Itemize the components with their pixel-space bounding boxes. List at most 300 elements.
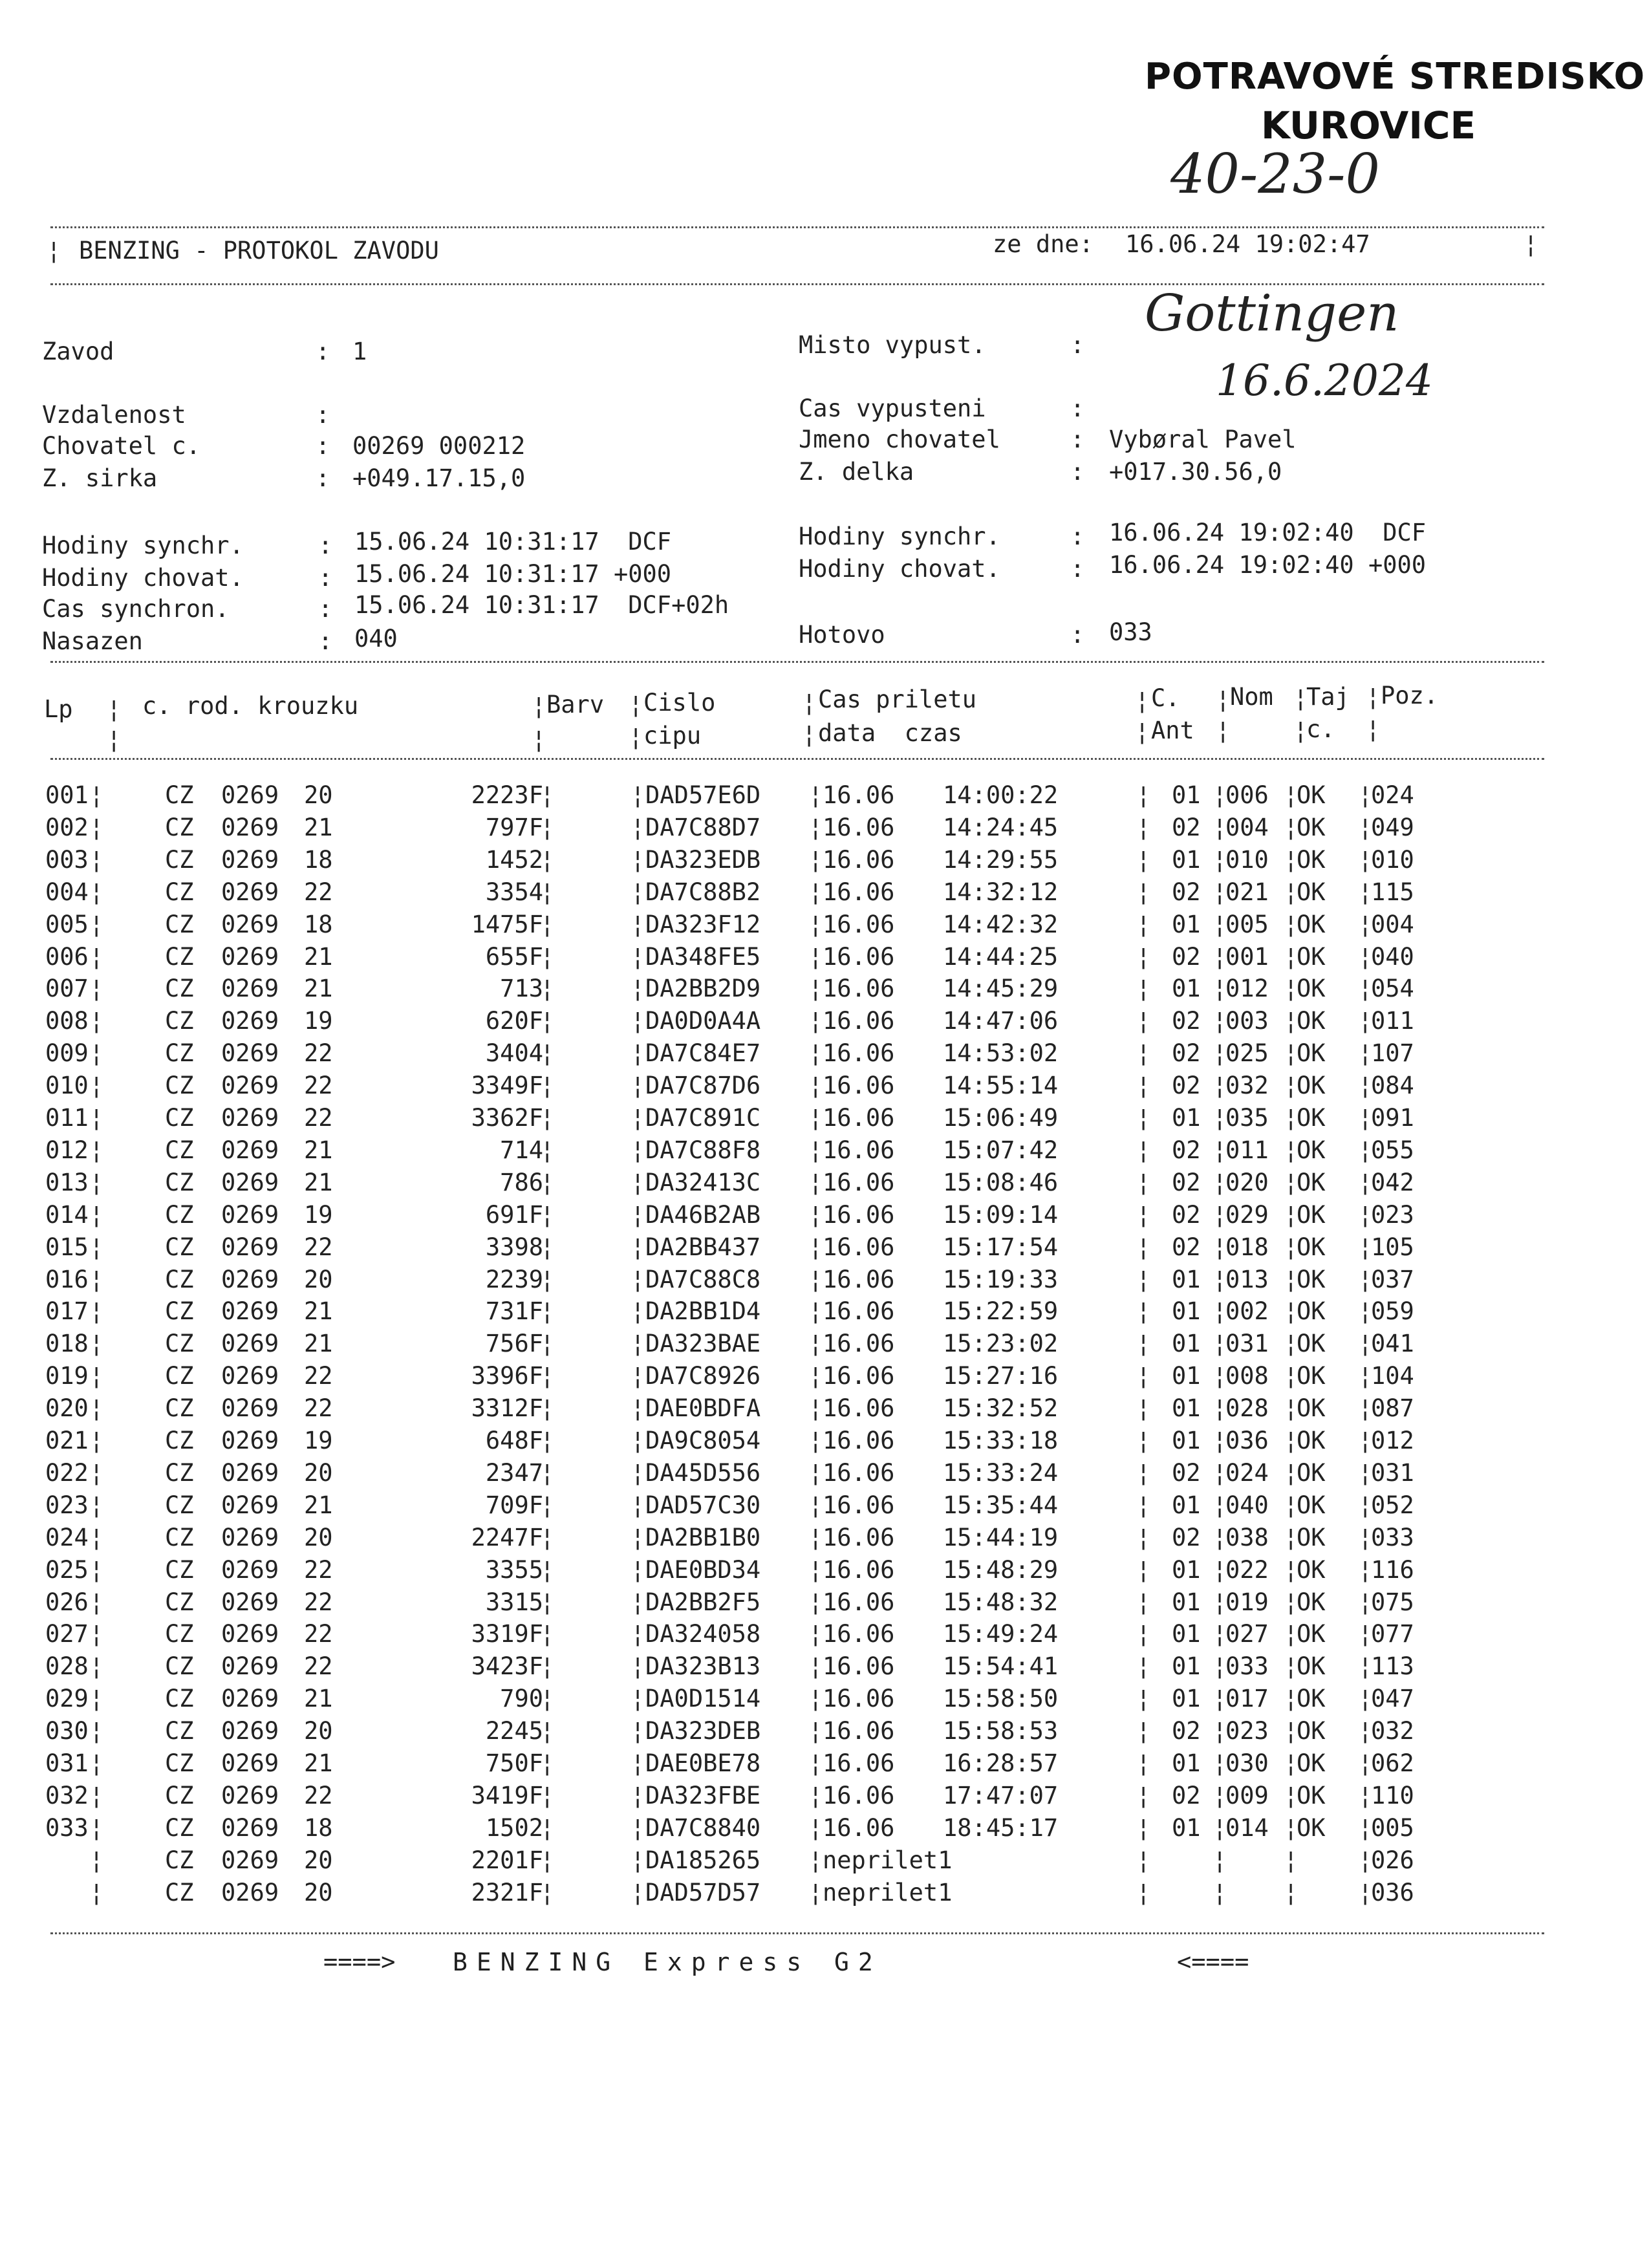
col-sep: ¦ [808, 878, 823, 906]
cell-taj: OK [1297, 1523, 1326, 1551]
table-row [0, 814, 1649, 846]
colon: : [316, 432, 330, 460]
col-lp: Lp [44, 695, 73, 723]
col-sep: ¦ [1136, 1265, 1151, 1293]
cell-country: CZ [165, 1620, 194, 1648]
cell-org: 0269 [221, 1427, 279, 1454]
hod-sync1-value: 15.06.24 10:31:17 DCF [354, 528, 672, 556]
cell-lp: 033 [45, 1813, 89, 1842]
cell-country: CZ [165, 1104, 194, 1132]
col-cas-2: data czas [818, 719, 962, 747]
col-sep: ¦ [1358, 1878, 1373, 1906]
col-sep: ¦ [1284, 1233, 1299, 1261]
cell-date: 16.06 [823, 1136, 895, 1164]
col-sep: ¦ [1284, 1652, 1299, 1681]
col-sep: ¦ [540, 1813, 555, 1842]
handwritten-date: 16.6.2024 [1216, 356, 1433, 405]
col-sep: ¦ [630, 910, 645, 938]
col-sep: ¦ [540, 1362, 555, 1390]
cell-lp: 019 [45, 1362, 89, 1390]
table-row [0, 911, 1649, 943]
cell-lp: 020 [45, 1394, 89, 1423]
col-sep: ¦ [1136, 1297, 1151, 1326]
cell-ant: 01 [1172, 1491, 1201, 1519]
cell-country: CZ [165, 975, 194, 1003]
cell-country: CZ [165, 1007, 194, 1035]
cell-ring: 2223F [471, 781, 543, 809]
cell-org: 0269 [221, 1330, 279, 1358]
cell-date: 16.06 [823, 1200, 895, 1229]
table-row [0, 975, 1649, 1007]
colon: : [1070, 523, 1085, 550]
table-row [0, 1330, 1649, 1362]
cell-country: CZ [165, 1427, 194, 1454]
col-sep: ¦ [1358, 1362, 1373, 1390]
col-sep: ¦ [808, 1039, 823, 1068]
col-sep: ¦ [540, 1330, 555, 1358]
cell-ring: 1475F [471, 910, 543, 938]
col-sep: ¦ [1212, 1458, 1227, 1487]
cell-ant: 02 [1172, 1168, 1201, 1196]
col-sep: ¦ [540, 1297, 555, 1326]
cell-date: 16.06 [823, 1555, 895, 1584]
col-sep: ¦ [630, 1652, 645, 1681]
cell-lp: 018 [45, 1330, 89, 1358]
cell-time: 15:58:50 [943, 1685, 1059, 1713]
col-sep: ¦ [1212, 1717, 1227, 1745]
cell-ring: 2247F [471, 1523, 543, 1551]
col-sep: ¦ [808, 781, 823, 809]
col-sep: ¦ [1284, 1685, 1299, 1713]
col-sep: ¦ [1136, 1362, 1151, 1390]
cell-lp: 015 [45, 1233, 89, 1261]
cell-lp: 007 [45, 975, 89, 1003]
col-sep: ¦ [808, 845, 823, 874]
colon: : [1070, 621, 1085, 649]
col-sep: ¦ [89, 1878, 104, 1906]
col-sep: ¦ [630, 1523, 645, 1551]
cell-ring: 3396F [471, 1362, 543, 1390]
cell-taj: OK [1297, 1781, 1326, 1809]
table-row [0, 1685, 1649, 1717]
cell-year: 20 [304, 1265, 333, 1293]
col-sep: ¦ [1212, 975, 1227, 1003]
cell-nom: 018 [1225, 1233, 1269, 1261]
cell-nom: 040 [1225, 1491, 1269, 1519]
cell-ant: 01 [1172, 1620, 1201, 1648]
col-sep: ¦ [1136, 1233, 1151, 1261]
col-sep: ¦ [1212, 813, 1227, 841]
cell-year: 19 [304, 1200, 333, 1229]
cell-ant: 01 [1172, 1394, 1201, 1423]
cell-country: CZ [165, 1200, 194, 1229]
col-sep: ¦ [630, 1491, 645, 1519]
cell-ring: 3354 [485, 878, 543, 906]
table-row [0, 1588, 1649, 1621]
cell-ring: 2347 [485, 1458, 543, 1487]
cell-poz: 055 [1371, 1136, 1414, 1164]
col-sep: ¦ [1358, 845, 1373, 874]
cell-org: 0269 [221, 1394, 279, 1423]
col-sep: ¦ [89, 878, 104, 906]
cell-lp: 010 [45, 1072, 89, 1100]
cell-ring: 713 [500, 975, 543, 1003]
cell-chip: DA0D0A4A [645, 1007, 761, 1035]
cell-org: 0269 [221, 1846, 279, 1874]
cell-ring: 3398 [485, 1233, 543, 1261]
col-sep: ¦ [1284, 878, 1299, 906]
cell-date: 16.06 [823, 1168, 895, 1196]
cell-chip: DA46B2AB [645, 1200, 761, 1229]
col-sep: ¦ [89, 1136, 104, 1164]
col-sep: ¦ [630, 1200, 645, 1229]
col-sep: ¦ [1284, 1555, 1299, 1584]
col-sep: ¦ [1136, 1846, 1151, 1874]
cell-org: 0269 [221, 1813, 279, 1842]
cell-nom: 035 [1225, 1104, 1269, 1132]
cell-country: CZ [165, 1813, 194, 1842]
col-sep: ¦ [1212, 878, 1227, 906]
hotovo-label: Hotovo [799, 621, 885, 649]
cell-country: CZ [165, 1685, 194, 1713]
table-row [0, 1749, 1649, 1782]
cell-country: CZ [165, 1072, 194, 1100]
cell-year: 21 [304, 1136, 333, 1164]
colon: : [1070, 426, 1085, 453]
cell-ring: 3315 [485, 1588, 543, 1616]
cell-lp: 032 [45, 1781, 89, 1809]
cell-poz: 077 [1371, 1620, 1414, 1648]
col-cislo-2: cipu [643, 722, 702, 750]
cell-org: 0269 [221, 1781, 279, 1809]
col-c-2: Ant [1151, 717, 1194, 744]
nasazen-value: 040 [354, 625, 398, 653]
col-sep: ¦ [1284, 1846, 1299, 1874]
cell-time: 15:19:33 [943, 1265, 1059, 1293]
col-sep: ¦ [1358, 1523, 1373, 1551]
col-sep: ¦ [1366, 715, 1381, 743]
cell-date: 16.06 [823, 1588, 895, 1616]
cell-lp: 017 [45, 1297, 89, 1326]
col-sep: ¦ [1212, 1555, 1227, 1584]
col-sep: ¦ [1284, 1491, 1299, 1519]
delka-label: Z. delka [799, 458, 914, 486]
col-sep: ¦ [540, 1749, 555, 1777]
cell-country: CZ [165, 1297, 194, 1326]
col-sep: ¦ [1212, 845, 1227, 874]
col-sep: ¦ [630, 1330, 645, 1358]
cell-chip: DA7C88C8 [645, 1265, 761, 1293]
col-sep: ¦ [89, 1555, 104, 1584]
cell-chip: DA2BB1B0 [645, 1523, 761, 1551]
cell-year: 20 [304, 1846, 333, 1874]
col-sep: ¦ [89, 1362, 104, 1390]
cell-poz: 107 [1371, 1039, 1414, 1068]
col-sep: ¦ [540, 1427, 555, 1454]
col-sep: ¦ [808, 1781, 823, 1809]
cell-country: CZ [165, 1233, 194, 1261]
col-sep: ¦ [540, 1652, 555, 1681]
cell-ring: 3423F [471, 1652, 543, 1681]
cell-chip: DAD57C30 [645, 1491, 761, 1519]
cell-chip: DA9C8054 [645, 1427, 761, 1454]
table-row [0, 1007, 1649, 1039]
colon: : [316, 464, 330, 492]
cell-poz: 031 [1371, 1458, 1414, 1487]
col-sep: ¦ [1284, 1813, 1299, 1842]
cell-poz: 004 [1371, 910, 1414, 938]
col-sep: ¦ [1212, 1104, 1227, 1132]
cell-taj: OK [1297, 1039, 1326, 1068]
col-sep: ¦ [1212, 1394, 1227, 1423]
cell-chip: DA7C88F8 [645, 1136, 761, 1164]
cell-ant: 02 [1172, 1200, 1201, 1229]
cell-country: CZ [165, 1394, 194, 1423]
header-date-value: 16.06.24 19:02:47 [1125, 230, 1370, 258]
table-row [0, 1362, 1649, 1394]
header-pipe-left: ¦ [47, 237, 61, 265]
col-sep: ¦ [808, 1168, 823, 1196]
cell-taj: OK [1297, 1717, 1326, 1745]
col-sep: ¦ [1358, 781, 1373, 809]
cell-poz: 036 [1371, 1878, 1414, 1906]
cell-ant: 01 [1172, 781, 1201, 809]
col-sep: ¦ [1284, 1168, 1299, 1196]
cell-ring: 1502 [485, 1813, 543, 1842]
col-sep: ¦ [1136, 1813, 1151, 1842]
cell-taj: OK [1297, 1362, 1326, 1390]
cell-year: 22 [304, 1362, 333, 1390]
cell-taj: OK [1297, 1233, 1326, 1261]
table-row [0, 1879, 1649, 1911]
zavod-value: 1 [352, 338, 367, 365]
col-sep: ¦ [630, 1362, 645, 1390]
cell-lp: 002 [45, 813, 89, 841]
col-sep: ¦ [107, 726, 122, 753]
cell-chip: DA7C87D6 [645, 1072, 761, 1100]
col-sep: ¦ [1212, 1233, 1227, 1261]
table-row [0, 878, 1649, 911]
cell-lp: 024 [45, 1523, 89, 1551]
cell-taj: OK [1297, 1297, 1326, 1326]
col-sep: ¦ [1358, 1297, 1373, 1326]
cell-ring: 2239 [485, 1265, 543, 1293]
col-sep: ¦ [1358, 1620, 1373, 1648]
cell-year: 21 [304, 813, 333, 841]
cell-chip: DA7C8926 [645, 1362, 761, 1390]
cell-year: 20 [304, 781, 333, 809]
col-sep: ¦ [1212, 1749, 1227, 1777]
cell-chip: DA7C8840 [645, 1813, 761, 1842]
cell-date: 16.06 [823, 1394, 895, 1423]
cell-year: 22 [304, 1620, 333, 1648]
col-sep: ¦ [540, 1878, 555, 1906]
col-sep: ¦ [107, 695, 122, 723]
col-sep: ¦ [808, 1555, 823, 1584]
cell-time: 17:47:07 [943, 1781, 1059, 1809]
col-barva: Barv [546, 691, 605, 718]
cell-org: 0269 [221, 1652, 279, 1681]
cell-poz: 116 [1371, 1555, 1414, 1584]
cell-taj: OK [1297, 1394, 1326, 1423]
col-sep: ¦ [540, 942, 555, 971]
cell-ring: 3355 [485, 1555, 543, 1584]
cell-nom: 023 [1225, 1717, 1269, 1745]
cell-date: 16.06 [823, 845, 895, 874]
cell-org: 0269 [221, 1588, 279, 1616]
stamp-line2: KUROVICE [1261, 103, 1476, 147]
col-sep: ¦ [89, 1104, 104, 1132]
col-sep: ¦ [1136, 1168, 1151, 1196]
cell-time: 14:44:25 [943, 942, 1059, 971]
cell-date: 16.06 [823, 1685, 895, 1713]
footer-text: BENZING Express G2 [453, 1948, 882, 1976]
cell-country: CZ [165, 1652, 194, 1681]
col-sep: ¦ [1358, 1749, 1373, 1777]
cell-lp: 026 [45, 1588, 89, 1616]
col-sep: ¦ [630, 1104, 645, 1132]
cell-org: 0269 [221, 1458, 279, 1487]
handwritten-code: 40-23-0 [1170, 142, 1380, 206]
col-sep: ¦ [1284, 1878, 1299, 1906]
col-sep: ¦ [808, 1330, 823, 1358]
cell-taj: OK [1297, 1491, 1326, 1519]
cell-time: 16:28:57 [943, 1749, 1059, 1777]
col-sep: ¦ [802, 720, 817, 748]
col-sep: ¦ [630, 845, 645, 874]
col-sep: ¦ [1358, 975, 1373, 1003]
cell-date: 16.06 [823, 1458, 895, 1487]
cell-year: 21 [304, 942, 333, 971]
cell-country: CZ [165, 1781, 194, 1809]
col-sep: ¦ [1136, 1620, 1151, 1648]
cell-year: 22 [304, 1072, 333, 1100]
cell-taj: OK [1297, 781, 1326, 809]
col-sep: ¦ [808, 1233, 823, 1261]
col-sep: ¦ [540, 781, 555, 809]
col-sep: ¦ [1284, 975, 1299, 1003]
cell-org: 0269 [221, 1878, 279, 1906]
col-sep: ¦ [89, 781, 104, 809]
col-sep: ¦ [1136, 1523, 1151, 1551]
cell-taj: OK [1297, 910, 1326, 938]
cell-year: 22 [304, 1588, 333, 1616]
cell-country: CZ [165, 942, 194, 971]
col-sep: ¦ [1136, 1781, 1151, 1809]
cell-year: 18 [304, 910, 333, 938]
cell-org: 0269 [221, 1072, 279, 1100]
cell-year: 19 [304, 1427, 333, 1454]
col-sep: ¦ [808, 1297, 823, 1326]
cell-lp: 022 [45, 1458, 89, 1487]
cell-year: 21 [304, 1297, 333, 1326]
col-sep: ¦ [1366, 683, 1381, 711]
col-sep: ¦ [1358, 1427, 1373, 1454]
cell-time: 15:17:54 [943, 1233, 1059, 1261]
col-sep: ¦ [1212, 1878, 1227, 1906]
cell-date: 16.06 [823, 1427, 895, 1454]
col-sep: ¦ [1212, 1620, 1227, 1648]
col-taj-2: c. [1306, 715, 1335, 743]
cell-year: 21 [304, 1749, 333, 1777]
cell-nom: 020 [1225, 1168, 1269, 1196]
cell-lp: 023 [45, 1491, 89, 1519]
cell-date: 16.06 [823, 1265, 895, 1293]
col-sep: ¦ [630, 975, 645, 1003]
hod-chov2-label: Hodiny chovat. [799, 555, 1000, 583]
table-row [0, 1201, 1649, 1233]
col-sep: ¦ [532, 726, 546, 753]
cell-country: CZ [165, 910, 194, 938]
col-sep: ¦ [630, 1588, 645, 1616]
cell-date: neprilet1 [823, 1878, 953, 1906]
col-sep: ¦ [89, 1620, 104, 1648]
cell-time: 14:47:06 [943, 1007, 1059, 1035]
table-bottom-rule [50, 1932, 1544, 1934]
col-sep: ¦ [532, 692, 546, 720]
cell-taj: OK [1297, 845, 1326, 874]
cell-org: 0269 [221, 1039, 279, 1068]
cell-chip: DA348FE5 [645, 942, 761, 971]
colon: : [318, 595, 333, 623]
cell-time: 15:08:46 [943, 1168, 1059, 1196]
col-nom: Nom [1230, 683, 1273, 711]
cell-chip: DAE0BD34 [645, 1555, 761, 1584]
cell-nom: 005 [1225, 910, 1269, 938]
cell-country: CZ [165, 781, 194, 809]
cell-nom: 004 [1225, 813, 1269, 841]
cell-time: 15:07:42 [943, 1136, 1059, 1164]
cell-year: 22 [304, 1394, 333, 1423]
cell-ring: 2245 [485, 1717, 543, 1745]
col-sep: ¦ [1358, 1265, 1373, 1293]
cell-taj: OK [1297, 813, 1326, 841]
cell-time: 15:32:52 [943, 1394, 1059, 1423]
col-sep: ¦ [89, 1717, 104, 1745]
table-row [0, 1169, 1649, 1201]
cell-date: 16.06 [823, 942, 895, 971]
hod-chov1-value: 15.06.24 10:31:17 +000 [354, 560, 672, 588]
col-sep: ¦ [1136, 1555, 1151, 1584]
cell-ant: 02 [1172, 813, 1201, 841]
col-sep: ¦ [808, 1685, 823, 1713]
col-sep: ¦ [808, 1717, 823, 1745]
cell-nom: 002 [1225, 1297, 1269, 1326]
cell-chip: DA185265 [645, 1846, 761, 1874]
cell-date: 16.06 [823, 1330, 895, 1358]
table-row [0, 1072, 1649, 1104]
cell-ring: 3319F [471, 1620, 543, 1648]
col-sep: ¦ [1358, 1330, 1373, 1358]
cell-poz: 084 [1371, 1072, 1414, 1100]
col-sep: ¦ [540, 1233, 555, 1261]
cell-org: 0269 [221, 813, 279, 841]
cell-poz: 023 [1371, 1200, 1414, 1229]
col-sep: ¦ [89, 1007, 104, 1035]
cas-vypusteni-label: Cas vypusteni [799, 394, 986, 422]
cell-time: 14:29:55 [943, 845, 1059, 874]
cas-sync-value: 15.06.24 10:31:17 DCF+02h [354, 591, 729, 619]
col-sep: ¦ [1358, 813, 1373, 841]
col-sep: ¦ [1284, 1394, 1299, 1423]
cell-nom: 021 [1225, 878, 1269, 906]
cell-country: CZ [165, 1878, 194, 1906]
col-sep: ¦ [1358, 1233, 1373, 1261]
header-top-rule [50, 226, 1544, 228]
col-sep: ¦ [89, 1588, 104, 1616]
col-sep: ¦ [1212, 1136, 1227, 1164]
cell-chip: DA324058 [645, 1620, 761, 1648]
